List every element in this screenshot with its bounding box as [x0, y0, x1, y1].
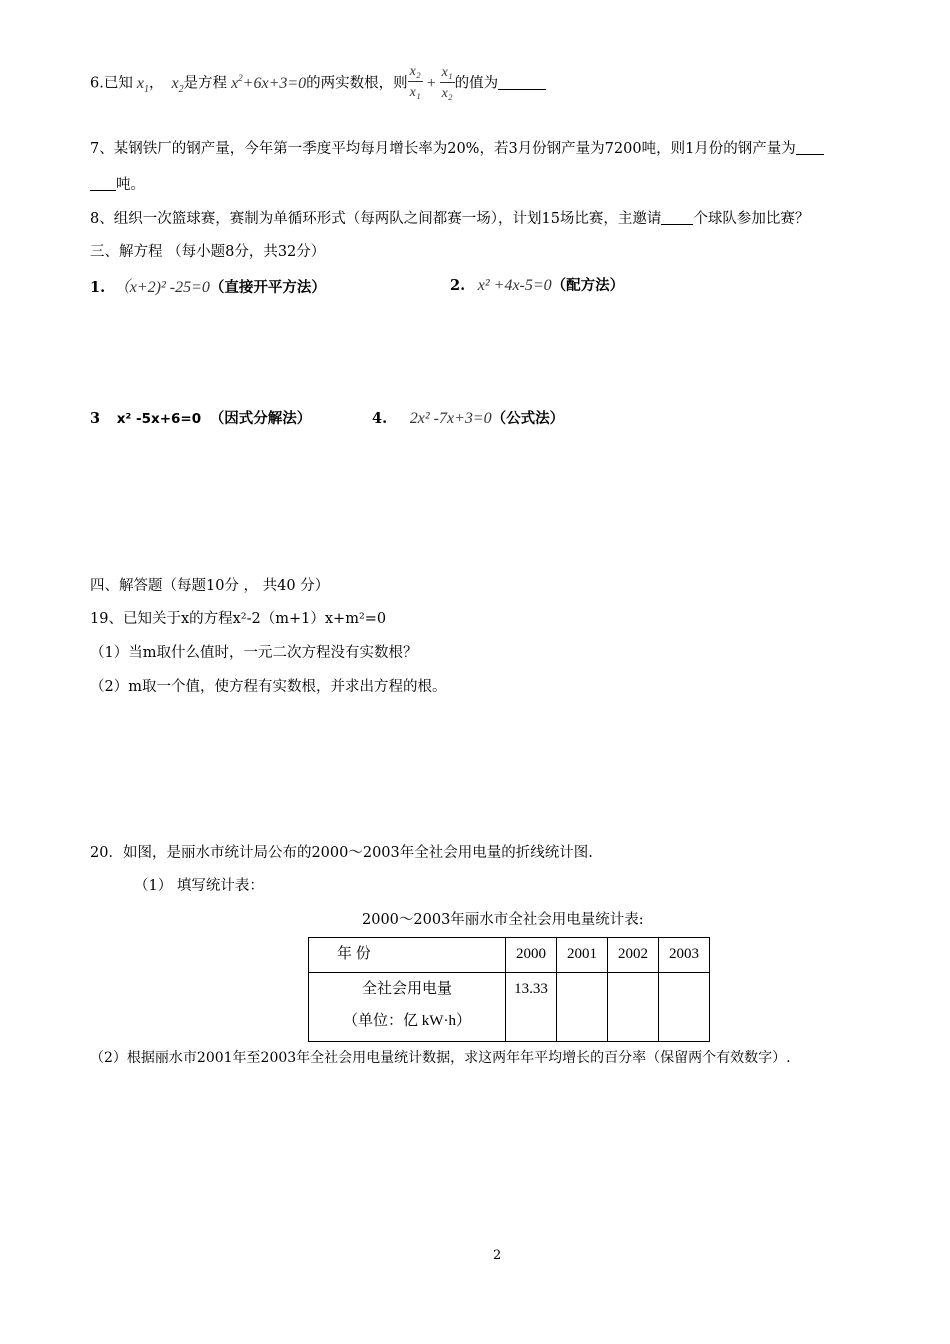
q6-x1: $x_1$ — [136, 74, 149, 95]
year-cell-2002: 2002 — [608, 938, 659, 973]
usage-label-cell — [309, 973, 506, 1042]
problem-1 — [90, 274, 326, 297]
p2-equation: x² +4x-5=0 — [477, 277, 552, 294]
problem-2 — [450, 274, 624, 295]
q6-fraction-1: $\frac{\text{x₂}}{\text{x₁}}$ — [409, 64, 421, 100]
year-cell-2003: 2003 — [659, 938, 710, 973]
question-19-part-1: （1）当m取什么值时，一元二次方程没有实数根？ — [90, 645, 418, 661]
p4-equation: 2x² -7x+3=0 — [409, 410, 492, 427]
p4-number: 4. — [372, 410, 388, 427]
q6-equation: $x^2+6x+3=0$ — [231, 72, 307, 92]
q7-answer-blank-b — [90, 176, 116, 191]
question-7-line-2 — [90, 173, 145, 194]
q7-answer-blank-a — [796, 140, 824, 155]
question-19-part-2: （2）m取一个值，使方程有实数根，并求出方程的根。 — [90, 679, 447, 695]
usage-label-line-2: （单位：亿 kW·h） — [343, 1013, 471, 1029]
p2-method: （配方法） — [551, 277, 625, 294]
year-label-cell: 年 份 — [309, 938, 506, 973]
question-8 — [90, 207, 809, 228]
q8-suffix: 个球队参加比赛？ — [693, 211, 810, 227]
value-cell-2003[interactable] — [659, 973, 710, 1042]
year-cell-2001: 2001 — [557, 938, 608, 973]
usage-label-line-1: 全社会用电量 — [361, 981, 452, 997]
problem-3 — [90, 407, 311, 428]
q7-text: 7、某钢铁厂的钢产量，今年第一季度平均每月增长率为20%，若3月份钢产量为7200吨，则1月份的钢产量为 — [90, 141, 796, 157]
p2-number: 2. — [450, 277, 466, 294]
q6-suffix: 的值为 — [454, 75, 499, 92]
q6-answer-blank — [498, 75, 546, 90]
p1-equation: （x+2)² -25=0 — [113, 279, 210, 296]
question-20-part-1: （1） 填写统计表： — [134, 878, 264, 894]
year-cell-2000: 2000 — [506, 938, 557, 973]
q8-prefix: 8、组织一次篮球赛，赛制为单循环形式（每两队之间都赛一场），计划15场比赛，主邀请 — [90, 211, 662, 227]
value-cell-2000[interactable]: 13.33 — [506, 973, 557, 1042]
q6-plus: + — [425, 74, 437, 92]
p3-number: 3 — [90, 410, 101, 427]
value-cell-2001[interactable] — [557, 973, 608, 1042]
table-title: 2000～2003年丽水市全社会用电量统计表: — [362, 912, 644, 928]
q6-mid: 是方程 — [183, 75, 228, 92]
value-cell-2002[interactable] — [608, 973, 659, 1042]
p4-method: （公式法） — [491, 410, 565, 427]
question-20-intro: 20．如图，是丽水市统计局公布的2000～2003年全社会用电量的折线统计图. — [90, 845, 593, 861]
p3-method: （因式分解法） — [209, 410, 312, 427]
problem-4 — [372, 407, 564, 428]
page-number: 2 — [493, 1248, 502, 1263]
question-20-part-2: （2）根据丽水市2001年至2003年全社会用电量统计数据，求这两年年平均增长的百分率（保留两个有效数字）. — [90, 1050, 791, 1066]
q8-answer-blank — [661, 210, 693, 225]
section-4-title: 四、解答题（每题10分 ， 共40 分） — [90, 578, 330, 594]
q6-prefix: 6.已知 — [90, 75, 133, 92]
table-header-row — [309, 938, 710, 973]
section-3-title: 三、解方程 （每小题8分，共32分） — [90, 244, 326, 260]
question-7-line-1 — [90, 137, 824, 158]
p3-equation: x² -5x+6=0 — [116, 411, 202, 427]
p1-method: （直接开平方法） — [209, 279, 326, 296]
q6-fraction-2: $\frac{\text{x₁}}{\text{x₂}}$ — [441, 65, 453, 101]
question-6 — [90, 66, 546, 112]
q6-x2: $x_2$ — [171, 74, 184, 95]
electricity-stats-table — [308, 937, 710, 1042]
q7-suffix: 吨。 — [116, 177, 145, 193]
q6-comma: ， — [148, 75, 164, 92]
q6-mid2: 的两实数根，则 — [306, 75, 408, 92]
question-19: 19、已知关于x的方程x²-2（m+1）x+m²=0 — [90, 611, 387, 627]
table-data-row — [309, 973, 710, 1042]
p1-number: 1. — [90, 279, 106, 296]
